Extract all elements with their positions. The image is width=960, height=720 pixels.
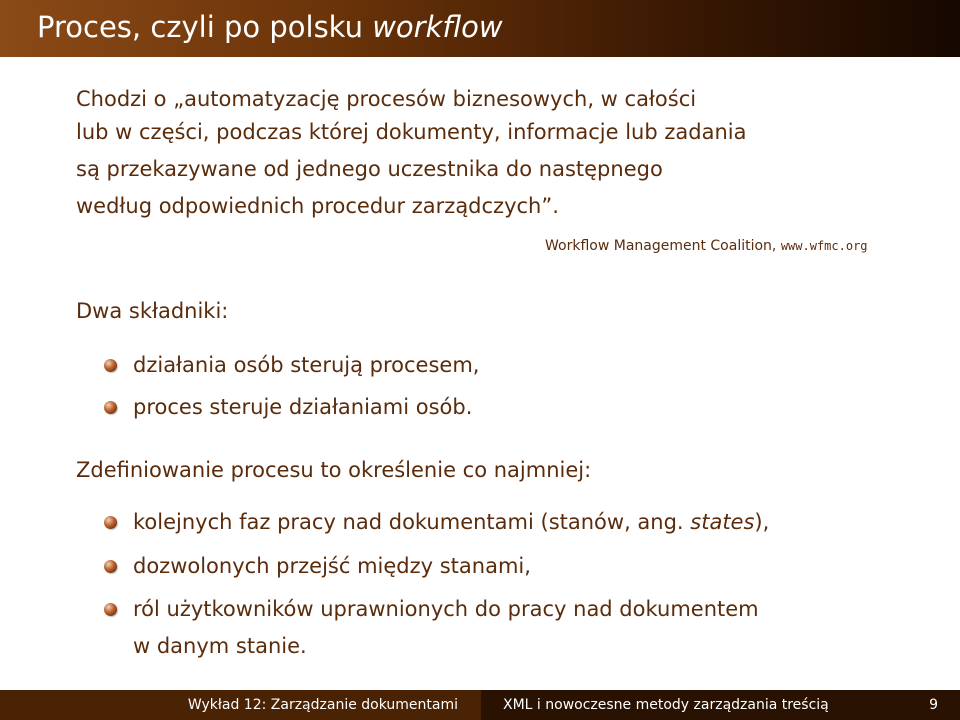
definition-item-1-before: kolejnych faz pracy nad dokumentami (stanów, ang.	[133, 510, 691, 534]
components-item-2-text: proces steruje działaniami osób.	[133, 395, 473, 419]
definition-item-1-after: ),	[754, 510, 770, 534]
bullet-ball-icon	[104, 603, 117, 616]
definition-item-3-text-line-1: ról użytkowników uprawnionych do pracy nad dokumentem	[133, 597, 759, 621]
slide-title-emphasis: workflow	[372, 10, 503, 44]
slide-footer	[0, 690, 960, 720]
quote-source	[545, 236, 868, 256]
components-item-1-text: działania osób sterują procesem,	[133, 353, 480, 377]
footer-lecture: Wykład 12: Zarządzanie dokumentami	[0, 690, 481, 720]
quote-source-text: Workflow Management Coalition,	[545, 238, 781, 254]
quote-line-4: według odpowiednich procedur zarządczych”.	[76, 194, 559, 218]
quote-source-url: www.wfmc.org	[780, 239, 868, 253]
quote-line-2: lub w części, podczas której dokumenty, informacje lub zadania	[76, 120, 747, 144]
quote-line-1: Chodzi o „automatyzację procesów biznesowych, w całości	[76, 87, 697, 111]
slide-title-prefix: Proces, czyli po polsku	[37, 10, 373, 44]
components-intro: Dwa składniki:	[76, 299, 229, 323]
bullet-ball-icon	[104, 516, 117, 529]
quote-line-3: są przekazywane od jednego uczestnika do następnego	[76, 157, 663, 181]
footer-course: XML i nowoczesne metody zarządzania treścią	[503, 697, 829, 713]
definition-item-1-text	[133, 508, 769, 536]
bullet-ball-icon	[104, 359, 117, 372]
definition-item-1-emphasis: states	[690, 510, 755, 534]
footer-right-panel	[481, 690, 960, 720]
definition-item-2-text: dozwolonych przejść między stanami,	[133, 554, 531, 578]
definition-intro: Zdefiniowanie procesu to określenie co najmniej:	[76, 458, 592, 482]
definition-item-3-text-line-2: w danym stanie.	[133, 634, 307, 658]
bullet-ball-icon	[104, 560, 117, 573]
bullet-ball-icon	[104, 401, 117, 414]
footer-page-number: 9	[929, 697, 938, 713]
